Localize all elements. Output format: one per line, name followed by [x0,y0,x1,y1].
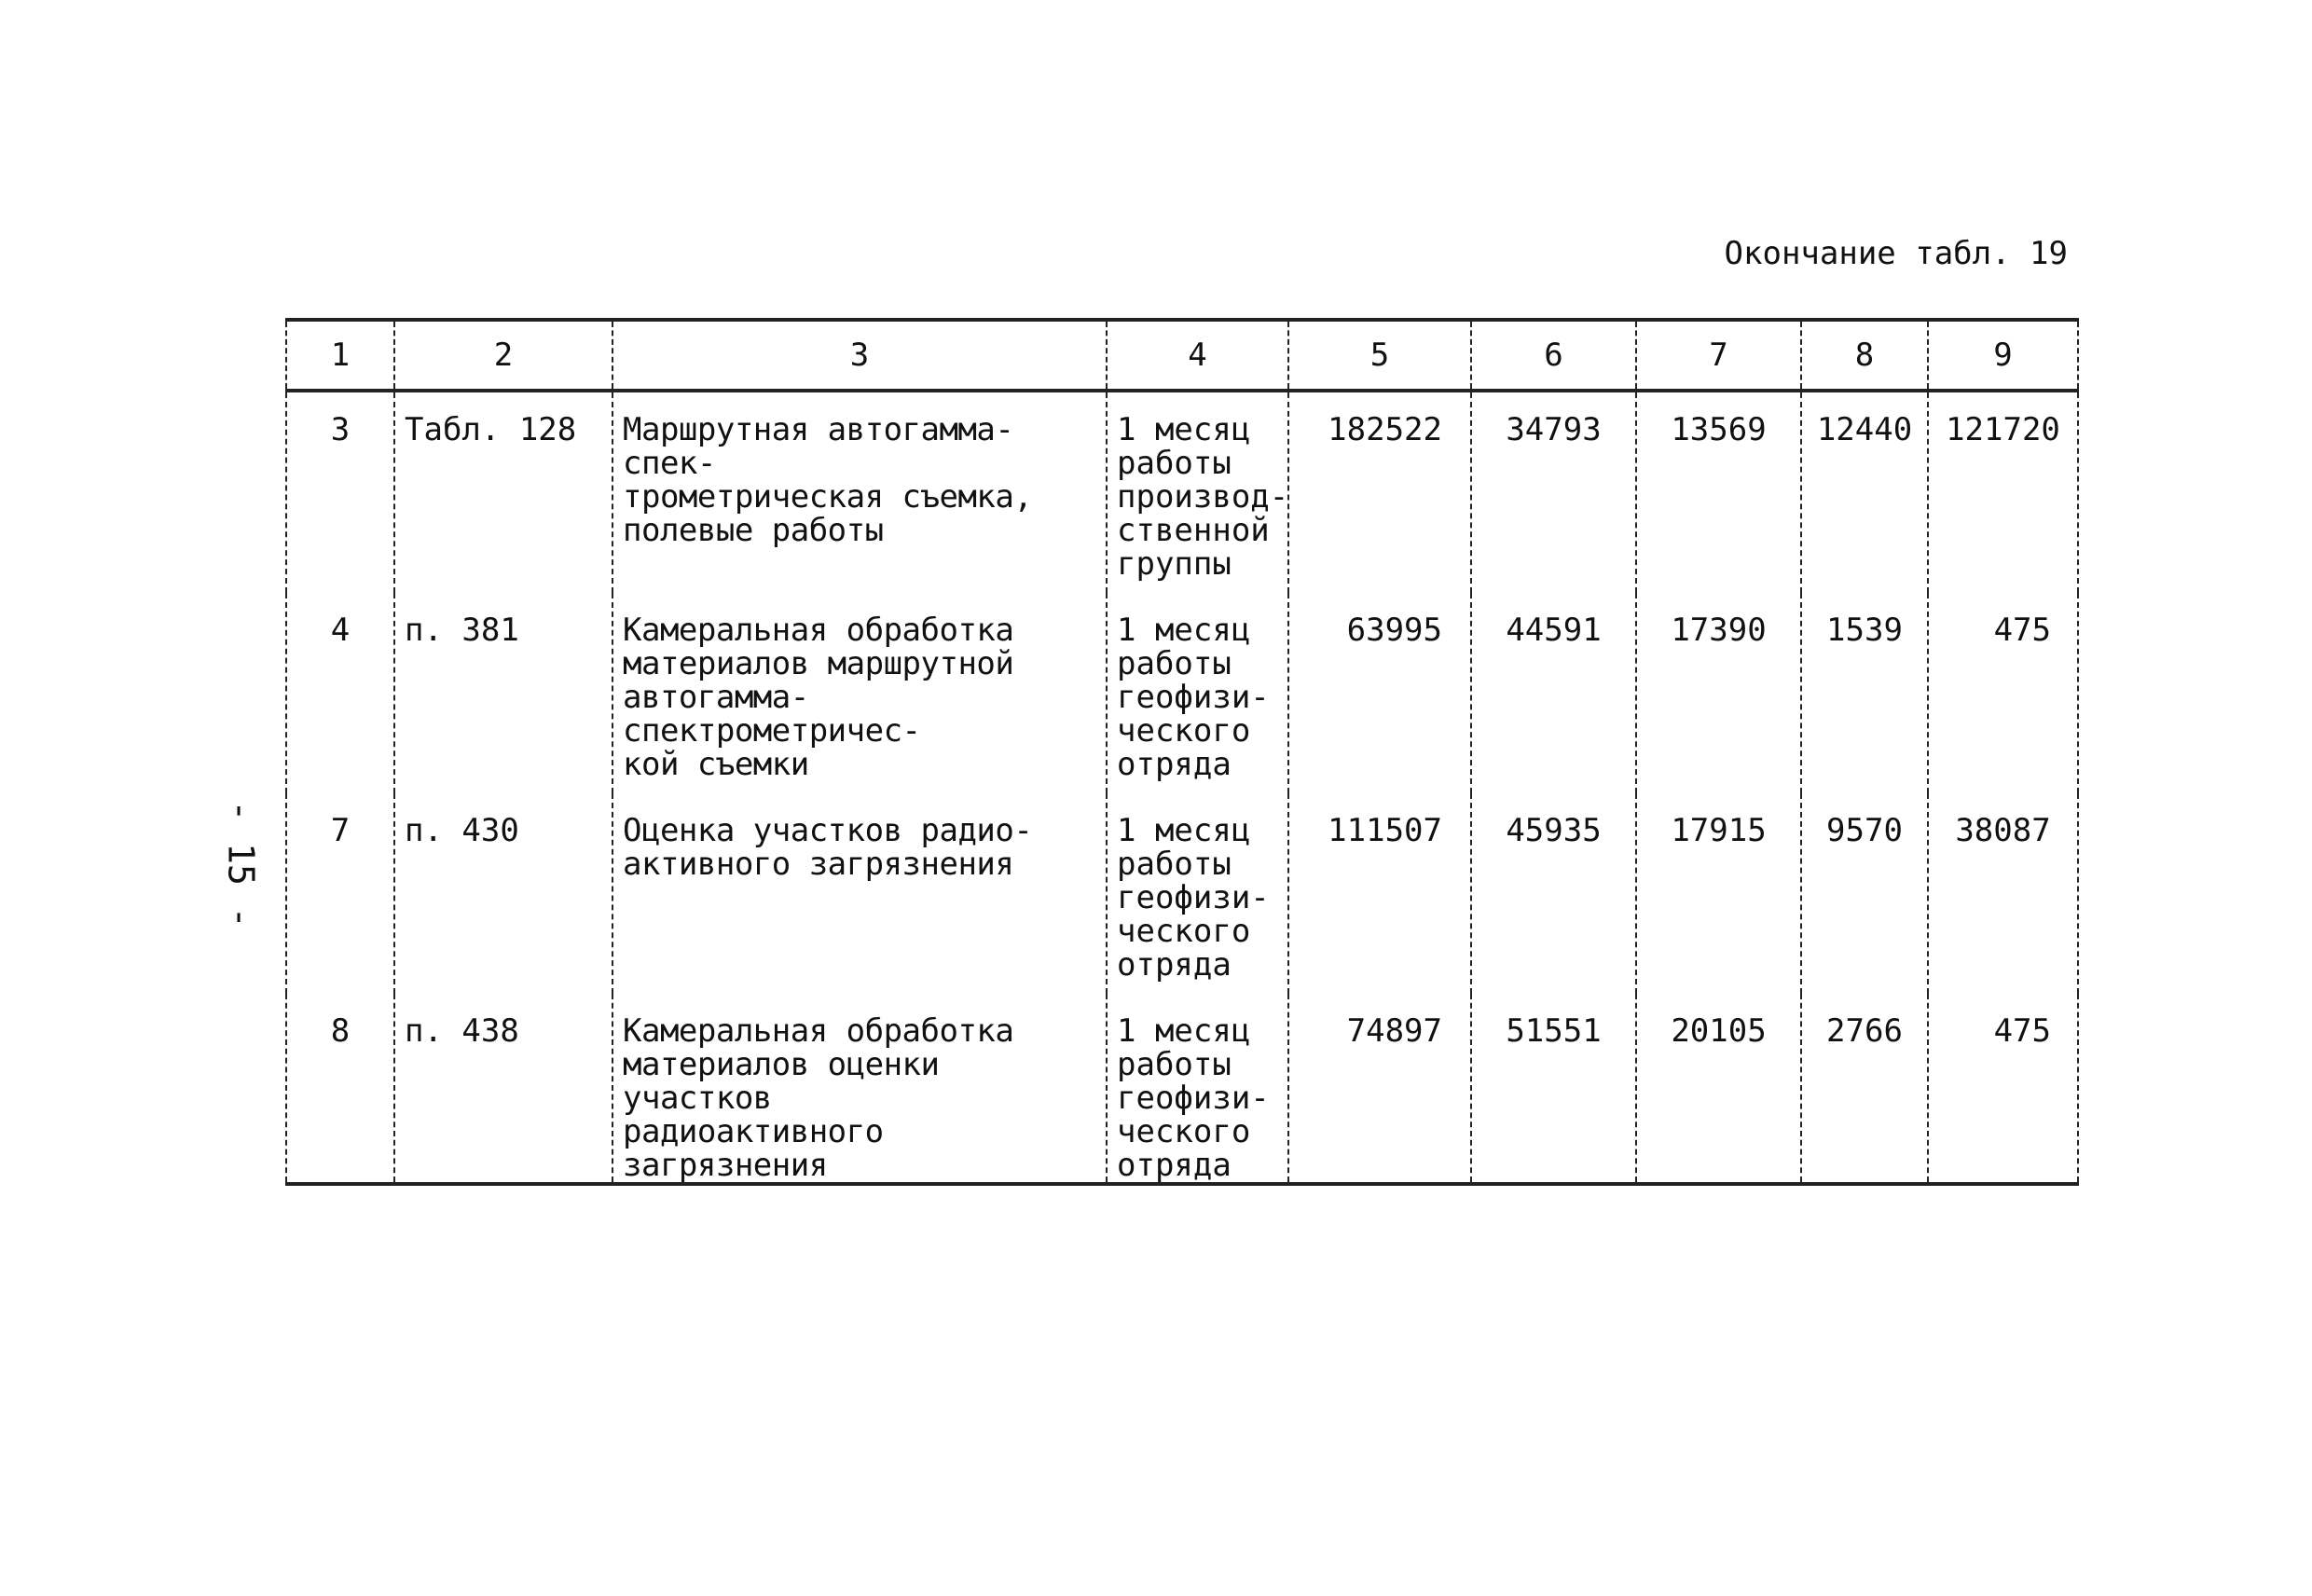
row-unit: 1 месяц работы производ- ственной группы [1107,391,1288,593]
row-work-name: Оценка участков радио- активного загрязнения [612,793,1107,994]
row-value-8: 9570 [1801,793,1928,994]
column-header: 2 [394,320,612,391]
row-value-6: 44591 [1471,593,1636,793]
row-value-7: 17915 [1636,793,1801,994]
row-value-7: 13569 [1636,391,1801,593]
row-value-7: 17390 [1636,593,1801,793]
row-value-6: 34793 [1471,391,1636,593]
table-row [286,994,2078,1184]
row-value-5: 111507 [1288,793,1471,994]
column-header: 5 [1288,320,1471,391]
column-header: 4 [1107,320,1288,391]
row-work-name: Камеральная обработка материалов маршрутной автогамма-спектрометричес- кой съемки [612,593,1107,793]
table-caption: Окончание табл. 19 [1724,235,2068,272]
row-value-9: 475 [1928,994,2078,1184]
row-value-9: 38087 [1928,793,2078,994]
row-value-9: 121720 [1928,391,2078,593]
table-row [286,593,2078,793]
table-row [286,391,2078,593]
row-value-6: 45935 [1471,793,1636,994]
row-value-7: 20105 [1636,994,1801,1184]
row-value-9: 475 [1928,593,2078,793]
column-header: 7 [1636,320,1801,391]
column-header: 9 [1928,320,2078,391]
row-unit: 1 месяц работы геофизи- ческого отряда [1107,593,1288,793]
column-header: 1 [286,320,394,391]
row-work-name: Камеральная обработка материалов оценки участков радиоактивного загрязнения [612,994,1107,1184]
row-value-5: 74897 [1288,994,1471,1184]
row-unit: 1 месяц работы геофизи- ческого отряда [1107,793,1288,994]
column-header: 6 [1471,320,1636,391]
column-header: 3 [612,320,1107,391]
row-value-8: 2766 [1801,994,1928,1184]
row-value-6: 51551 [1471,994,1636,1184]
row-reference: п. 438 [394,994,612,1184]
table-row [286,793,2078,994]
data-table [285,318,2079,1186]
row-reference: Табл. 128 [394,391,612,593]
row-value-8: 12440 [1801,391,1928,593]
column-header: 8 [1801,320,1928,391]
row-number: 3 [286,391,394,593]
row-value-8: 1539 [1801,593,1928,793]
row-number: 7 [286,793,394,994]
table-header-row [286,320,2078,391]
row-unit: 1 месяц работы геофизи- ческого отряда [1107,994,1288,1184]
row-number: 8 [286,994,394,1184]
page-number: - 15 - [220,800,262,929]
row-reference: п. 430 [394,793,612,994]
row-number: 4 [286,593,394,793]
row-value-5: 63995 [1288,593,1471,793]
row-work-name: Маршрутная автогамма-спек- трометрическая съемка, полевые работы [612,391,1107,593]
row-value-5: 182522 [1288,391,1471,593]
row-reference: п. 381 [394,593,612,793]
